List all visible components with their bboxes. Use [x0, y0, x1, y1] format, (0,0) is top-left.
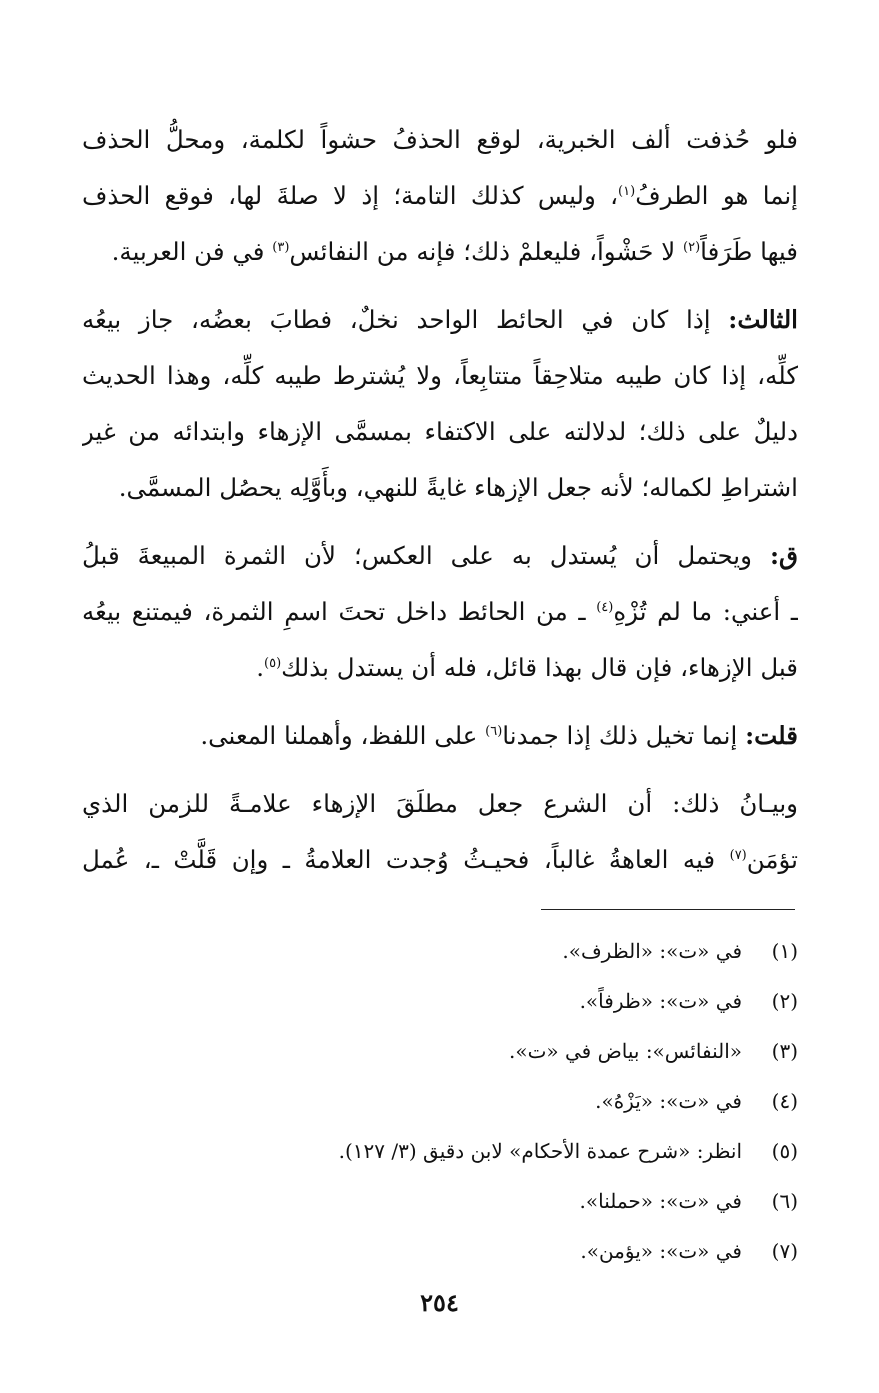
footnote-item [82, 1126, 798, 1176]
text-line [82, 528, 798, 584]
footnote-text: في «ت»: «حملنا». [579, 1189, 742, 1213]
line-text: وبيـانُ ذلك: أن الشرع جعل مطلَقَ الإزهاء علامـةً للزمن الذي [82, 789, 798, 818]
line-text: . [256, 653, 265, 682]
footnote-number: (١) [771, 939, 798, 963]
footnote-marker[interactable]: (١) [618, 183, 636, 199]
line-text: ، وليس كذلك التامة؛ إذ لا صلةَ لها، فوقع الحذف [82, 181, 619, 210]
line-text: كلِّه، إذا كان طيبه متلاحِقاً متتابِعاً، ولا يُشترط طيبه كلِّه، وهذا الحديث [82, 361, 798, 390]
paragraph-lead: قلت: [745, 721, 798, 750]
text-line [82, 404, 798, 460]
line-text: ـ أعني: ما لم تُزْهِ [613, 597, 798, 626]
footnote-number: (٧) [771, 1239, 798, 1263]
footnote-marker[interactable]: (٥) [264, 655, 282, 671]
footnote-divider [541, 909, 795, 910]
paragraph-lead: الثالث: [728, 305, 798, 334]
footnote-number: (٤) [771, 1089, 798, 1113]
footnote-marker[interactable]: (٣) [272, 239, 290, 255]
footnote-text: في «ت»: «ظرفاً». [579, 989, 742, 1013]
line-text: قبل الإزهاء، فإن قال بهذا قائل، فله أن يستدل بذلك [281, 653, 798, 682]
line-text: فلو حُذفت ألف الخبرية، لوقع الحذفُ حشواً لكلمة، ومحلُّ الحذف [82, 125, 798, 154]
text-line [82, 292, 798, 348]
text-line [82, 112, 798, 168]
text-line [82, 224, 798, 280]
line-text: إنما تخيل ذلك إذا جمدنا [502, 721, 746, 750]
footnote-marker[interactable]: (٤) [596, 599, 614, 615]
footnote-number: (٣) [771, 1039, 798, 1063]
line-text: في فن العربية. [111, 237, 273, 266]
line-text: ـ من الحائط داخل تحتَ اسمِ الثمرة، فيمتنع بيعُه [82, 597, 597, 626]
footnote-item [82, 1076, 798, 1126]
line-text: إذا كان في الحائط الواحد نخلٌ، فطابَ بعضُه، جاز بيعُه [82, 305, 729, 334]
footnote-number: (٦) [771, 1189, 798, 1213]
line-text: تؤمَن [746, 845, 798, 874]
footnote-item [82, 926, 798, 976]
text-line [82, 832, 798, 888]
footnote-item [82, 1026, 798, 1076]
footnote-text: في «ت»: «يَزْهُ». [595, 1089, 742, 1113]
line-text: فيه العاهةُ غالباً، فحيـثُ وُجدت العلامةُ ـ وإن قَلَّتْ ـ، عُمل [82, 845, 730, 874]
line-text: لا حَشْواً، فليعلمْ ذلك؛ فإنه من النفائس [289, 237, 683, 266]
line-text: دليلٌ على ذلك؛ لدلالته على الاكتفاء بمسمَّى الإزهاء وابتدائه من غير [82, 417, 798, 446]
footnote-item [82, 1176, 798, 1226]
paragraph-lead: ق: [769, 541, 798, 570]
line-text: اشتراطِ لكماله؛ لأنه جعل الإزهاء غايةً للنهي، وبأَوَّلِه يحصُل المسمَّى. [118, 473, 798, 502]
text-line [82, 348, 798, 404]
footnote-number: (٥) [771, 1139, 798, 1163]
footnote-marker[interactable]: (٧) [729, 847, 747, 863]
text-line [82, 168, 798, 224]
line-text: ويحتمل أن يُستدل به على العكس؛ لأن الثمرة المبيعةَ قبلُ [82, 541, 770, 570]
footnotes-list [82, 926, 798, 1276]
footnote-item [82, 1226, 798, 1276]
footnote-text: في «ت»: «يؤمن». [580, 1239, 742, 1263]
text-line [82, 584, 798, 640]
footnote-text: في «ت»: «الظرف». [562, 939, 742, 963]
line-text: إنما هو الطرفُ [635, 181, 798, 210]
footnote-number: (٢) [771, 989, 798, 1013]
text-line [82, 708, 798, 764]
line-text: على اللفظ، وأهملنا المعنى. [200, 721, 486, 750]
footnote-item [82, 976, 798, 1026]
footnote-marker[interactable]: (٦) [485, 723, 503, 739]
footnote-text: «النفائس»: بياض في «ت». [508, 1039, 742, 1063]
text-line [82, 460, 798, 516]
footnote-text: انظر: «شرح عمدة الأحكام» لابن دقيق (٣/ ١٢٧). [338, 1139, 742, 1163]
text-line [82, 776, 798, 832]
footnote-marker[interactable]: (٢) [683, 239, 701, 255]
line-text: فيها طَرَفاً [700, 237, 798, 266]
main-text [82, 112, 798, 888]
page-number: ٢٥٤ [420, 1288, 459, 1317]
text-line [82, 640, 798, 696]
